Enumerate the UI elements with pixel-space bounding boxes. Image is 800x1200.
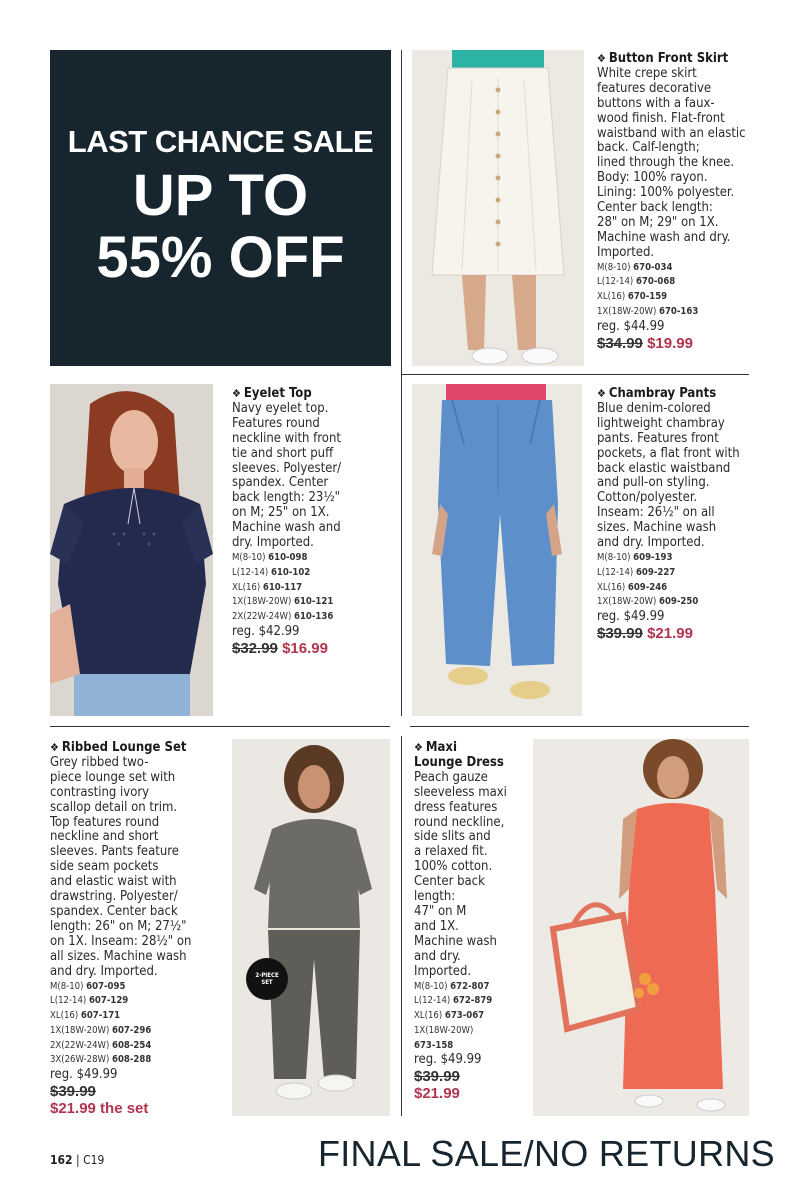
regular-price: reg. $49.99: [50, 1067, 118, 1083]
sku-row: L(12-14) 672-879: [414, 995, 493, 1007]
horizontal-rule-middle: [50, 726, 390, 727]
banner-up-to: UP TO: [132, 163, 309, 228]
sku-row: M(8-10) 610-098: [232, 551, 308, 563]
regular-price: reg. $49.99: [414, 1052, 482, 1068]
product-title: [232, 387, 392, 402]
sku-row: XL(16) 607-171: [50, 1010, 121, 1022]
diamond-bullet-icon: ❖: [597, 52, 606, 65]
product-ribbed-lounge-set: [50, 741, 222, 1117]
product-description: Peach gauze sleeveless maxi dress features round neckline, side slits and a relaxed fit. 100% cotton. Center back length: 47" on M and 1X. Machine wash and dry. Imported.: [414, 769, 507, 979]
regular-price: reg. $49.99: [597, 609, 665, 625]
sku-row: 1X(18W-20W) 610-121: [232, 596, 334, 608]
sku-row: 1X(18W-20W) 609-250: [597, 596, 699, 608]
horizontal-rule-top-right: [401, 374, 749, 375]
regular-price: reg. $44.99: [597, 318, 665, 334]
product-description: Navy eyelet top. Features round neckline with front tie and short puff sleeves. Polyester/ spandex. Center back length: 23½" on M; 25" on 1X. Machine wash and dry. Imported.: [232, 400, 342, 551]
product-title-text: Button Front Skirt: [608, 51, 729, 66]
maxi-dress-illustration: [533, 739, 749, 1116]
horizontal-rule-middle-right: [410, 726, 749, 727]
sale-price-row: [50, 1102, 222, 1117]
sku-row: 2X(22W-24W) 608-254: [50, 1039, 152, 1051]
final-sale-notice: FINAL SALE/NO RETURNS: [317, 1133, 775, 1174]
maxi-lounge-dress-photo: [533, 739, 749, 1116]
diamond-bullet-icon: ❖: [597, 387, 606, 400]
sale-price: $16.99: [282, 639, 328, 657]
product-title: [50, 741, 222, 756]
footer-separator: |: [75, 1153, 80, 1167]
product-chambray-pants: [597, 387, 767, 642]
old-price: $32.99: [232, 639, 278, 657]
sku-row: L(12-14) 610-102: [232, 566, 311, 578]
product-title-text: Eyelet Top: [243, 386, 312, 401]
sku-row: 673-158: [414, 1039, 454, 1051]
product-title: [597, 387, 767, 402]
diamond-bullet-icon: ❖: [232, 387, 241, 400]
sku-row: L(12-14) 607-129: [50, 995, 129, 1007]
sale-price: $19.99: [647, 334, 693, 352]
regular-price: reg. $42.99: [232, 623, 300, 639]
sale-price-row: [414, 1087, 526, 1102]
page-footer-label: [50, 1153, 104, 1167]
two-piece-set-badge: 2-PIECE SET: [246, 958, 288, 1000]
sale-price: $21.99: [647, 625, 693, 643]
product-title: [414, 741, 526, 771]
sku-row: M(8-10) 670-034: [597, 261, 673, 273]
sku-row: M(8-10) 672-807: [414, 980, 490, 992]
sku-row: L(12-14) 670-068: [597, 276, 676, 288]
price-row: [597, 627, 767, 642]
sku-row: XL(16) 610-117: [232, 581, 303, 593]
sku-row: XL(16) 670-159: [597, 291, 668, 303]
product-title-text: Maxi Lounge Dress: [414, 740, 504, 770]
vertical-rule-center: [401, 50, 402, 716]
diamond-bullet-icon: ❖: [50, 741, 59, 754]
button-front-skirt-photo: [412, 50, 584, 366]
price-row: [232, 639, 392, 657]
sku-row: 1X(18W-20W) 670-163: [597, 306, 699, 318]
banner-discount: 55% OFF: [96, 225, 345, 290]
eyelet-top-illustration: [50, 384, 213, 716]
chambray-pants-photo: [412, 384, 582, 716]
skirt-illustration: [412, 50, 584, 366]
product-button-front-skirt: [597, 52, 767, 352]
product-eyelet-top: [232, 387, 392, 657]
product-title: [597, 52, 767, 67]
price-row: [597, 334, 767, 352]
old-price: $39.99: [50, 1083, 96, 1101]
old-price: $39.99: [414, 1068, 460, 1086]
sku-row: 3X(26W-28W) 608-288: [50, 1054, 152, 1066]
sku-row: XL(16) 609-246: [597, 581, 668, 593]
product-description: Blue denim-colored lightweight chambray pants. Features front pockets, a flat front with back elastic waistband and pull-on styling. Cotton/polyester. Inseam: 26½" on all sizes. Machine wash and dry. Imported.: [597, 400, 740, 551]
old-price-row: [50, 1085, 222, 1100]
product-title-text: Chambray Pants: [608, 386, 717, 401]
old-price-row: [414, 1070, 526, 1085]
banner-headline: LAST CHANCE SALE: [67, 124, 374, 159]
sku-row: L(12-14) 609-227: [597, 566, 676, 578]
eyelet-top-photo: [50, 384, 213, 716]
diamond-bullet-icon: ❖: [414, 741, 423, 754]
sale-banner: [50, 50, 391, 366]
catalog-code: C19: [83, 1153, 105, 1167]
page-number: 162: [50, 1153, 73, 1167]
sku-row: M(8-10) 609-193: [597, 551, 673, 563]
sku-row: 2X(22W-24W) 610-136: [232, 611, 334, 623]
sku-row: M(8-10) 607-095: [50, 980, 126, 992]
product-maxi-lounge-dress: [414, 741, 526, 1102]
product-title-text: Ribbed Lounge Set: [61, 740, 187, 755]
sku-row: 1X(18W-20W): [414, 1024, 474, 1036]
ribbed-lounge-set-photo: [232, 739, 390, 1116]
sku-row: XL(16) 673-067: [414, 1010, 485, 1022]
sale-price: $21.99: [414, 1085, 460, 1103]
lounge-set-illustration: [232, 739, 390, 1116]
sku-row: 1X(18W-20W) 607-296: [50, 1024, 152, 1036]
sale-price: $21.99 the set: [50, 1100, 149, 1118]
old-price: $34.99: [597, 334, 643, 352]
vertical-rule-bottom: [401, 736, 402, 1116]
product-description: Grey ribbed two- piece lounge set with contrasting ivory scallop detail on trim. Top features round neckline and short sleeves. Pants feature side seam pockets and elastic waist with drawstring. Polyester/ spandex. Center back length: 26" on M; 27½" on 1X. Inseam: 28½" on all sizes. Machine wash and dry. Imported.: [50, 754, 192, 979]
product-description: White crepe skirt features decorative buttons with a faux- wood finish. Flat-front waistband with an elastic back. Calf-length; lined through the knee. Body: 100% rayon. Lining: 100% polyester. Center back length: 28" on M; 29" on 1X. Machine wash and dry. Imported.: [597, 65, 746, 260]
chambray-pants-illustration: [412, 384, 582, 716]
old-price: $39.99: [597, 625, 643, 643]
